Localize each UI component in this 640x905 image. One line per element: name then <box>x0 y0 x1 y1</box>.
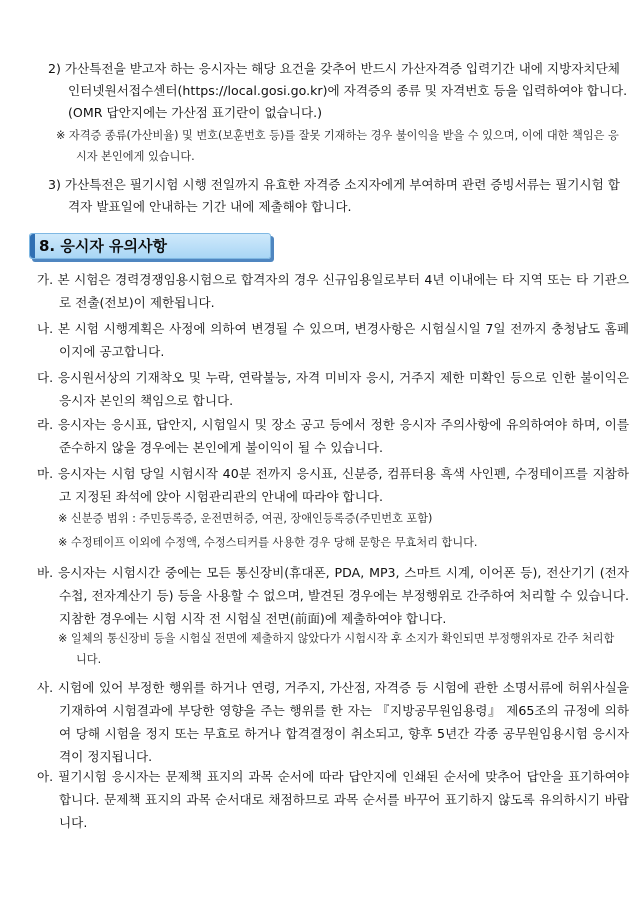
id-card-note: ※ 신분증 범위 : 주민등록증, 운전면허증, 여권, 장애인등록증(주민번호 포함) <box>58 512 433 525</box>
notice-item-sa: 사. 시험에 있어 부정한 행위를 하거나 연령, 거주지, 가산점, 자격증 등 시험에 관한 소명서류에 허위사실을 기재하여 시험결과에 부당한 영향을 주는 행위를 한 자는 『지방공무원임용령』 제65조의 규정에 의하여 당해 시험을 정지 또는 무효로 하거나 합격결정이 취소되고, 향후 5년간 각종 공무원임용시험 응시자격이 정지됩니다. <box>37 680 629 764</box>
section-title: 8. 응시자 유의사항 <box>39 237 168 255</box>
section-heading <box>29 233 271 259</box>
notice-item-ra: 라. 응시자는 응시표, 답안지, 시험일시 및 장소 공고 등에서 정한 응시자 주의사항에 유의하여야 하며, 이를 준수하지 않을 경우에는 본인에게 불이익이 될 수 있습니다. <box>37 417 629 455</box>
device-note: ※ 일체의 통신장비 등을 시험실 전면에 제출하지 않았다가 시험시작 후 소지가 확인되면 부정행위자로 간주 처리합니다. <box>58 632 615 666</box>
notice-item-na: 나. 본 시험 시행계획은 사정에 의하여 변경될 수 있으며, 변경사항은 시험실시일 7일 전까지 충청남도 홈페이지에 공고합니다. <box>37 321 629 359</box>
heading-accent-bar <box>30 234 35 258</box>
bonus-input-instruction: 2) 가산특전을 받고자 하는 응시자는 해당 요건을 갖추어 반드시 가산자격증 입력기간 내에 지방자치단체 인터넷원서접수센터(https://local.gosi.go.kr)에 자격증의 종류 및 자격번호 등을 입력하여야 합니다. (OMR 답안지에는 가산점 표기란이 없습니다.) <box>48 61 628 120</box>
bonus-validity-instruction: 3) 가산특전은 필기시험 시행 전일까지 유효한 자격증 소지자에게 부여하며 관련 증빙서류는 필기시험 합격자 발표일에 안내하는 기간 내에 제출해야 합니다. <box>48 177 620 214</box>
correction-tape-note: ※ 수정테이프 이외에 수정액, 수정스티커를 사용한 경우 당해 문항은 무효처리 합니다. <box>58 536 478 549</box>
notice-item-ba: 바. 응시자는 시험시간 중에는 모든 통신장비(휴대폰, PDA, MP3, 스마트 시계, 이어폰 등), 전산기기 (전자수첩, 전자계산기 등) 등을 사용할 수 없으며, 발견된 경우에는 부정행위로 간주하여 처리할 수 있습니다. 지참한 경우에는 시험 시작 전 시험실 전면(前面)에 제출하여야 합니다. <box>37 565 629 626</box>
notice-item-da: 다. 응시원서상의 기재착오 및 누락, 연락불능, 자격 미비자 응시, 거주지 제한 미확인 등으로 인한 불이익은 응시자 본인의 책임으로 합니다. <box>37 370 629 408</box>
notice-item-a: 아. 필기시험 응시자는 문제책 표지의 과목 순서에 따라 답안지에 인쇄된 순서에 맞추어 답안을 표기하여야 합니다. 문제책 표지의 과목 순서대로 채점하므로 과목 순서를 바꾸어 표기하지 않도록 유의하시기 바랍니다. <box>37 769 629 830</box>
bonus-note: ※ 자격증 종류(가산비율) 및 번호(보훈번호 등)를 잘못 기재하는 경우 불이익을 받을 수 있으며, 이에 대한 책임은 응시자 본인에게 있습니다. <box>56 129 619 163</box>
notice-item-ga: 가. 본 시험은 경력경쟁임용시험으로 합격자의 경우 신규임용일로부터 4년 이내에는 타 지역 또는 타 기관으로 전출(전보)이 제한됩니다. <box>37 272 629 310</box>
notice-item-ma: 마. 응시자는 시험 당일 시험시작 40분 전까지 응시표, 신분증, 컴퓨터용 흑색 사인펜, 수정테이프를 지참하고 지정된 좌석에 앉아 시험관리관의 안내에 따라야 합니다. <box>37 466 629 504</box>
